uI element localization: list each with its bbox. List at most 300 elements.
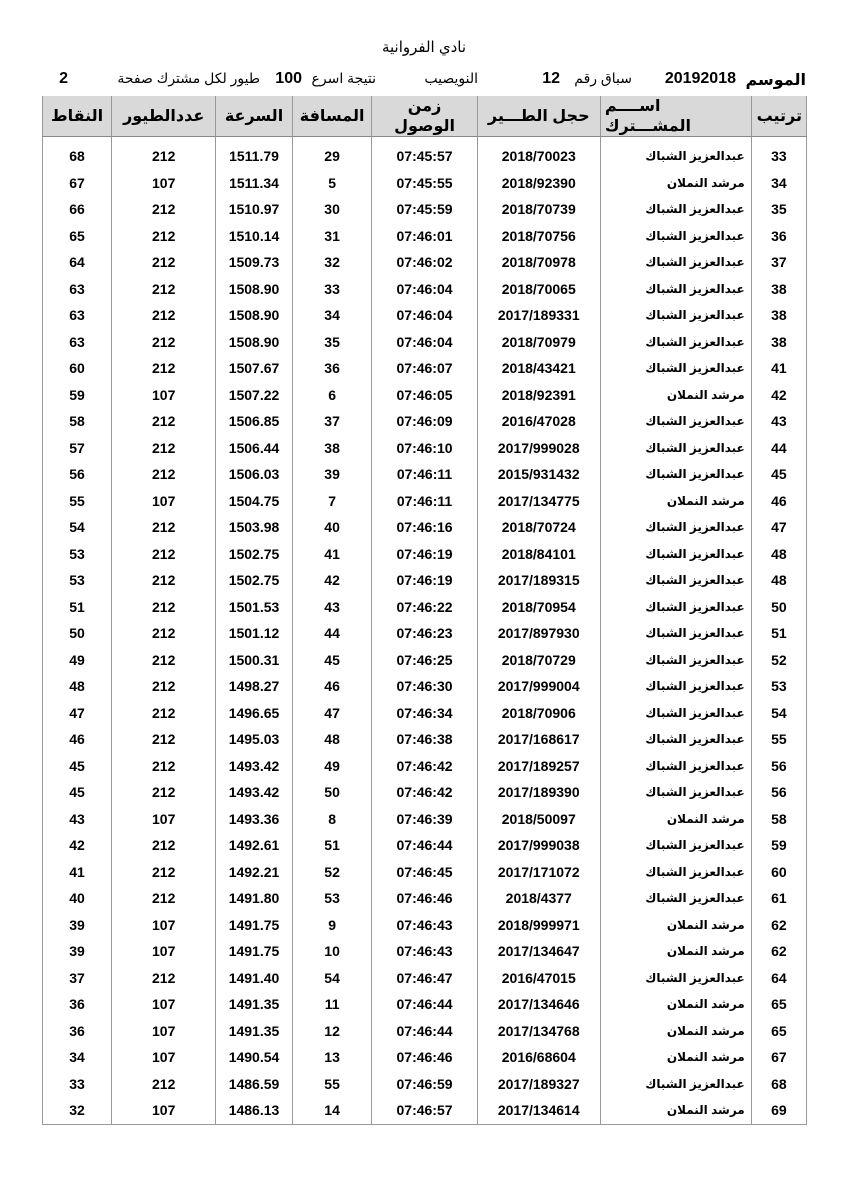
ring-cell: 2018/999971 [477,912,600,939]
ring-cell: 2017/134775 [477,488,600,515]
arrival-cell: 07:46:34 [372,700,477,727]
ring-cell: 2017/134646 [477,991,600,1018]
ring-cell: 2018/70065 [477,276,600,303]
points-cell: 36 [43,1018,112,1045]
rank-cell: 52 [751,647,806,674]
arrival-cell: 07:46:04 [372,329,477,356]
points-cell: 42 [43,832,112,859]
ring-cell: 2017/168617 [477,726,600,753]
arrival-cell: 07:46:57 [372,1097,477,1124]
rank-cell: 45 [751,461,806,488]
ring-cell: 2017/999004 [477,673,600,700]
table-row [43,885,807,912]
rank-cell: 65 [751,1018,806,1045]
ring-cell: 2016/68604 [477,1044,600,1071]
bird-count-cell: 212 [112,329,216,356]
speed-cell: 1496.65 [216,700,293,727]
participant-cell: عبدالعزيز الشباك [600,753,751,780]
bird-count-cell: 212 [112,249,216,276]
points-cell: 50 [43,620,112,647]
points-cell: 55 [43,488,112,515]
rank-cell: 43 [751,408,806,435]
distance-cell: 32 [292,249,372,276]
bird-count-cell: 212 [112,832,216,859]
bird-count-cell: 107 [112,912,216,939]
col-points: النقاط [43,96,112,137]
table-row [43,753,807,780]
bird-count-cell: 107 [112,488,216,515]
table-row [43,620,807,647]
points-cell: 39 [43,938,112,965]
arrival-cell: 07:46:25 [372,647,477,674]
speed-cell: 1498.27 [216,673,293,700]
speed-cell: 1507.67 [216,355,293,382]
points-cell: 40 [43,885,112,912]
participant-cell: مرشد النملان [600,170,751,197]
speed-cell: 1490.54 [216,1044,293,1071]
race-info-bar [42,70,806,90]
rank-cell: 46 [751,488,806,515]
points-cell: 45 [43,753,112,780]
rank-cell: 44 [751,435,806,462]
bird-count-cell: 212 [112,726,216,753]
distance-cell: 50 [292,779,372,806]
bird-count-cell: 212 [112,779,216,806]
table-row [43,673,807,700]
ring-cell: 2018/70739 [477,196,600,223]
bird-count-cell: 212 [112,594,216,621]
speed-cell: 1493.42 [216,753,293,780]
table-row [43,408,807,435]
arrival-cell: 07:46:44 [372,991,477,1018]
arrival-cell: 07:46:43 [372,912,477,939]
bird-count-cell: 107 [112,806,216,833]
table-row [43,223,807,250]
speed-cell: 1511.79 [216,143,293,170]
points-cell: 56 [43,461,112,488]
arrival-cell: 07:46:59 [372,1071,477,1098]
participant-cell: عبدالعزيز الشباك [600,408,751,435]
distance-cell: 43 [292,594,372,621]
rank-cell: 61 [751,885,806,912]
arrival-cell: 07:46:22 [372,594,477,621]
participant-cell: عبدالعزيز الشباك [600,965,751,992]
rank-cell: 34 [751,170,806,197]
participant-cell: عبدالعزيز الشباك [600,541,751,568]
table-row [43,276,807,303]
distance-cell: 44 [292,620,372,647]
table-row [43,514,807,541]
ring-cell: 2017/189331 [477,302,600,329]
arrival-cell: 07:46:16 [372,514,477,541]
rank-cell: 33 [751,143,806,170]
arrival-cell: 07:46:19 [372,541,477,568]
table-row [43,859,807,886]
rank-cell: 56 [751,779,806,806]
points-cell: 54 [43,514,112,541]
distance-cell: 49 [292,753,372,780]
bird-count-cell: 212 [112,1071,216,1098]
points-cell: 63 [43,276,112,303]
table-row [43,329,807,356]
participant-cell: عبدالعزيز الشباك [600,700,751,727]
speed-cell: 1493.36 [216,806,293,833]
table-row [43,965,807,992]
speed-cell: 1491.75 [216,912,293,939]
points-cell: 58 [43,408,112,435]
points-cell: 68 [43,143,112,170]
rank-cell: 48 [751,541,806,568]
speed-cell: 1491.75 [216,938,293,965]
ring-cell: 2018/43421 [477,355,600,382]
arrival-cell: 07:45:59 [372,196,477,223]
speed-cell: 1492.61 [216,832,293,859]
distance-cell: 35 [292,329,372,356]
table-header-row [43,96,807,137]
ring-cell: 2018/70724 [477,514,600,541]
table-row [43,249,807,276]
distance-cell: 51 [292,832,372,859]
ring-cell: 2018/70756 [477,223,600,250]
table-row [43,912,807,939]
participant-cell: عبدالعزيز الشباك [600,302,751,329]
points-cell: 32 [43,1097,112,1124]
speed-cell: 1506.44 [216,435,293,462]
result-count: 100 [275,70,302,87]
arrival-cell: 07:45:57 [372,143,477,170]
participant-cell: مرشد النملان [600,382,751,409]
distance-cell: 42 [292,567,372,594]
points-cell: 34 [43,1044,112,1071]
bird-count-cell: 212 [112,143,216,170]
distance-cell: 36 [292,355,372,382]
points-cell: 63 [43,329,112,356]
distance-cell: 30 [292,196,372,223]
rank-cell: 65 [751,991,806,1018]
birds-per-label: طيور لكل مشترك صفحة [117,70,260,86]
arrival-cell: 07:46:47 [372,965,477,992]
distance-cell: 53 [292,885,372,912]
rank-cell: 67 [751,1044,806,1071]
participant-cell: مرشد النملان [600,1044,751,1071]
participant-cell: عبدالعزيز الشباك [600,143,751,170]
table-row [43,1018,807,1045]
ring-cell: 2016/47028 [477,408,600,435]
ring-cell: 2018/70979 [477,329,600,356]
speed-cell: 1492.21 [216,859,293,886]
bird-count-cell: 212 [112,408,216,435]
table-row [43,1071,807,1098]
distance-cell: 52 [292,859,372,886]
arrival-cell: 07:46:10 [372,435,477,462]
bird-count-cell: 212 [112,885,216,912]
points-cell: 36 [43,991,112,1018]
participant-cell: عبدالعزيز الشباك [600,276,751,303]
bird-count-cell: 212 [112,302,216,329]
distance-cell: 29 [292,143,372,170]
participant-cell: مرشد النملان [600,806,751,833]
ring-cell: 2017/999038 [477,832,600,859]
rank-cell: 68 [751,1071,806,1098]
page-number: 2 [59,70,68,87]
table-row [43,1097,807,1124]
race-label: سباق رقم [574,70,632,86]
bird-count-cell: 107 [112,382,216,409]
distance-cell: 7 [292,488,372,515]
points-cell: 66 [43,196,112,223]
ring-cell: 2017/134768 [477,1018,600,1045]
ring-cell: 2018/70023 [477,143,600,170]
points-cell: 37 [43,965,112,992]
participant-cell: عبدالعزيز الشباك [600,885,751,912]
speed-cell: 1510.97 [216,196,293,223]
ring-cell: 2017/171072 [477,859,600,886]
ring-cell: 2018/70729 [477,647,600,674]
rank-cell: 55 [751,726,806,753]
distance-cell: 34 [292,302,372,329]
distance-cell: 46 [292,673,372,700]
rank-cell: 59 [751,832,806,859]
speed-cell: 1495.03 [216,726,293,753]
participant-cell: مرشد النملان [600,1018,751,1045]
participant-cell: عبدالعزيز الشباك [600,223,751,250]
rank-cell: 51 [751,620,806,647]
ring-cell: 2017/189315 [477,567,600,594]
ring-cell: 2017/134647 [477,938,600,965]
arrival-cell: 07:46:46 [372,885,477,912]
rank-cell: 62 [751,938,806,965]
speed-cell: 1510.14 [216,223,293,250]
ring-cell: 2016/47015 [477,965,600,992]
ring-cell: 2018/84101 [477,541,600,568]
arrival-cell: 07:46:43 [372,938,477,965]
ring-cell: 2017/134614 [477,1097,600,1124]
speed-cell: 1491.35 [216,991,293,1018]
arrival-cell: 07:46:09 [372,408,477,435]
rank-cell: 60 [751,859,806,886]
arrival-cell: 07:46:39 [372,806,477,833]
rank-cell: 38 [751,276,806,303]
distance-cell: 6 [292,382,372,409]
col-distance: المسافة [292,96,372,137]
distance-cell: 14 [292,1097,372,1124]
points-cell: 45 [43,779,112,806]
points-cell: 67 [43,170,112,197]
speed-cell: 1504.75 [216,488,293,515]
distance-cell: 5 [292,170,372,197]
distance-cell: 37 [292,408,372,435]
rank-cell: 69 [751,1097,806,1124]
rank-cell: 47 [751,514,806,541]
result-label: نتيجة اسرع [311,70,376,86]
points-cell: 49 [43,647,112,674]
rank-cell: 50 [751,594,806,621]
arrival-cell: 07:46:42 [372,753,477,780]
bird-count-cell: 212 [112,753,216,780]
distance-cell: 33 [292,276,372,303]
arrival-cell: 07:46:04 [372,276,477,303]
participant-cell: عبدالعزيز الشباك [600,673,751,700]
speed-cell: 1502.75 [216,567,293,594]
participant-cell: مرشد النملان [600,488,751,515]
ring-cell: 2018/70906 [477,700,600,727]
bird-count-cell: 107 [112,938,216,965]
arrival-cell: 07:46:44 [372,832,477,859]
season-label: الموسم [745,72,806,89]
bird-count-cell: 107 [112,170,216,197]
arrival-cell: 07:46:02 [372,249,477,276]
speed-cell: 1506.85 [216,408,293,435]
points-cell: 59 [43,382,112,409]
participant-cell: مرشد النملان [600,1097,751,1124]
distance-cell: 31 [292,223,372,250]
rank-cell: 38 [751,302,806,329]
bird-count-cell: 212 [112,965,216,992]
speed-cell: 1508.90 [216,302,293,329]
participant-cell: عبدالعزيز الشباك [600,1071,751,1098]
arrival-cell: 07:46:19 [372,567,477,594]
bird-count-cell: 212 [112,276,216,303]
bird-count-cell: 212 [112,435,216,462]
speed-cell: 1493.42 [216,779,293,806]
rank-cell: 36 [751,223,806,250]
arrival-cell: 07:46:11 [372,488,477,515]
points-cell: 33 [43,1071,112,1098]
participant-cell: عبدالعزيز الشباك [600,647,751,674]
arrival-cell: 07:46:05 [372,382,477,409]
participant-cell: عبدالعزيز الشباك [600,435,751,462]
rank-cell: 41 [751,355,806,382]
bird-count-cell: 212 [112,461,216,488]
distance-cell: 39 [292,461,372,488]
arrival-cell: 07:46:04 [372,302,477,329]
distance-cell: 13 [292,1044,372,1071]
bird-count-cell: 212 [112,859,216,886]
table-row [43,382,807,409]
bird-count-cell: 212 [112,514,216,541]
bird-count-cell: 107 [112,1044,216,1071]
arrival-cell: 07:46:30 [372,673,477,700]
race-location: النويصيب [424,70,478,86]
bird-count-cell: 107 [112,1018,216,1045]
participant-cell: مرشد النملان [600,912,751,939]
arrival-cell: 07:46:44 [372,1018,477,1045]
arrival-cell: 07:45:55 [372,170,477,197]
results-table [42,96,807,1125]
points-cell: 41 [43,859,112,886]
bird-count-cell: 212 [112,647,216,674]
arrival-cell: 07:46:45 [372,859,477,886]
bird-count-cell: 107 [112,991,216,1018]
ring-cell: 2018/92391 [477,382,600,409]
table-row [43,700,807,727]
ring-cell: 2015/931432 [477,461,600,488]
distance-cell: 11 [292,991,372,1018]
table-row [43,143,807,170]
col-arrival: زمن الوصول [372,96,477,137]
bird-count-cell: 212 [112,196,216,223]
season-value: 20192018 [664,70,736,87]
table-row [43,302,807,329]
table-row [43,567,807,594]
ring-cell: 2017/897930 [477,620,600,647]
speed-cell: 1508.90 [216,329,293,356]
participant-cell: عبدالعزيز الشباك [600,832,751,859]
points-cell: 53 [43,567,112,594]
table-row [43,355,807,382]
participant-cell: عبدالعزيز الشباك [600,594,751,621]
table-row [43,541,807,568]
col-rank: ترتيب [751,96,806,137]
ring-cell: 2018/70978 [477,249,600,276]
distance-cell: 55 [292,1071,372,1098]
speed-cell: 1486.13 [216,1097,293,1124]
speed-cell: 1491.35 [216,1018,293,1045]
arrival-cell: 07:46:46 [372,1044,477,1071]
speed-cell: 1502.75 [216,541,293,568]
points-cell: 63 [43,302,112,329]
table-row [43,435,807,462]
participant-cell: مرشد النملان [600,991,751,1018]
points-cell: 43 [43,806,112,833]
participant-cell: عبدالعزيز الشباك [600,779,751,806]
bird-count-cell: 212 [112,673,216,700]
speed-cell: 1491.80 [216,885,293,912]
rank-cell: 42 [751,382,806,409]
participant-cell: مرشد النملان [600,938,751,965]
table-row [43,726,807,753]
bird-count-cell: 212 [112,223,216,250]
rank-cell: 48 [751,567,806,594]
arrival-cell: 07:46:07 [372,355,477,382]
table-row [43,647,807,674]
distance-cell: 45 [292,647,372,674]
table-row [43,594,807,621]
table-row [43,1044,807,1071]
points-cell: 47 [43,700,112,727]
speed-cell: 1507.22 [216,382,293,409]
col-speed: السرعة [216,96,293,137]
distance-cell: 8 [292,806,372,833]
participant-cell: عبدالعزيز الشباك [600,726,751,753]
speed-cell: 1500.31 [216,647,293,674]
distance-cell: 12 [292,1018,372,1045]
rank-cell: 62 [751,912,806,939]
points-cell: 65 [43,223,112,250]
participant-cell: عبدالعزيز الشباك [600,249,751,276]
ring-cell: 2017/999028 [477,435,600,462]
bird-count-cell: 212 [112,620,216,647]
table-row [43,461,807,488]
speed-cell: 1509.73 [216,249,293,276]
col-ring: حجل الطـــير [477,96,600,137]
participant-cell: عبدالعزيز الشباك [600,567,751,594]
rank-cell: 53 [751,673,806,700]
ring-cell: 2018/50097 [477,806,600,833]
distance-cell: 9 [292,912,372,939]
arrival-cell: 07:46:42 [372,779,477,806]
participant-cell: عبدالعزيز الشباك [600,329,751,356]
rank-cell: 37 [751,249,806,276]
ring-cell: 2017/189390 [477,779,600,806]
points-cell: 51 [43,594,112,621]
distance-cell: 41 [292,541,372,568]
distance-cell: 48 [292,726,372,753]
points-cell: 48 [43,673,112,700]
ring-cell: 2017/189327 [477,1071,600,1098]
distance-cell: 54 [292,965,372,992]
rank-cell: 56 [751,753,806,780]
